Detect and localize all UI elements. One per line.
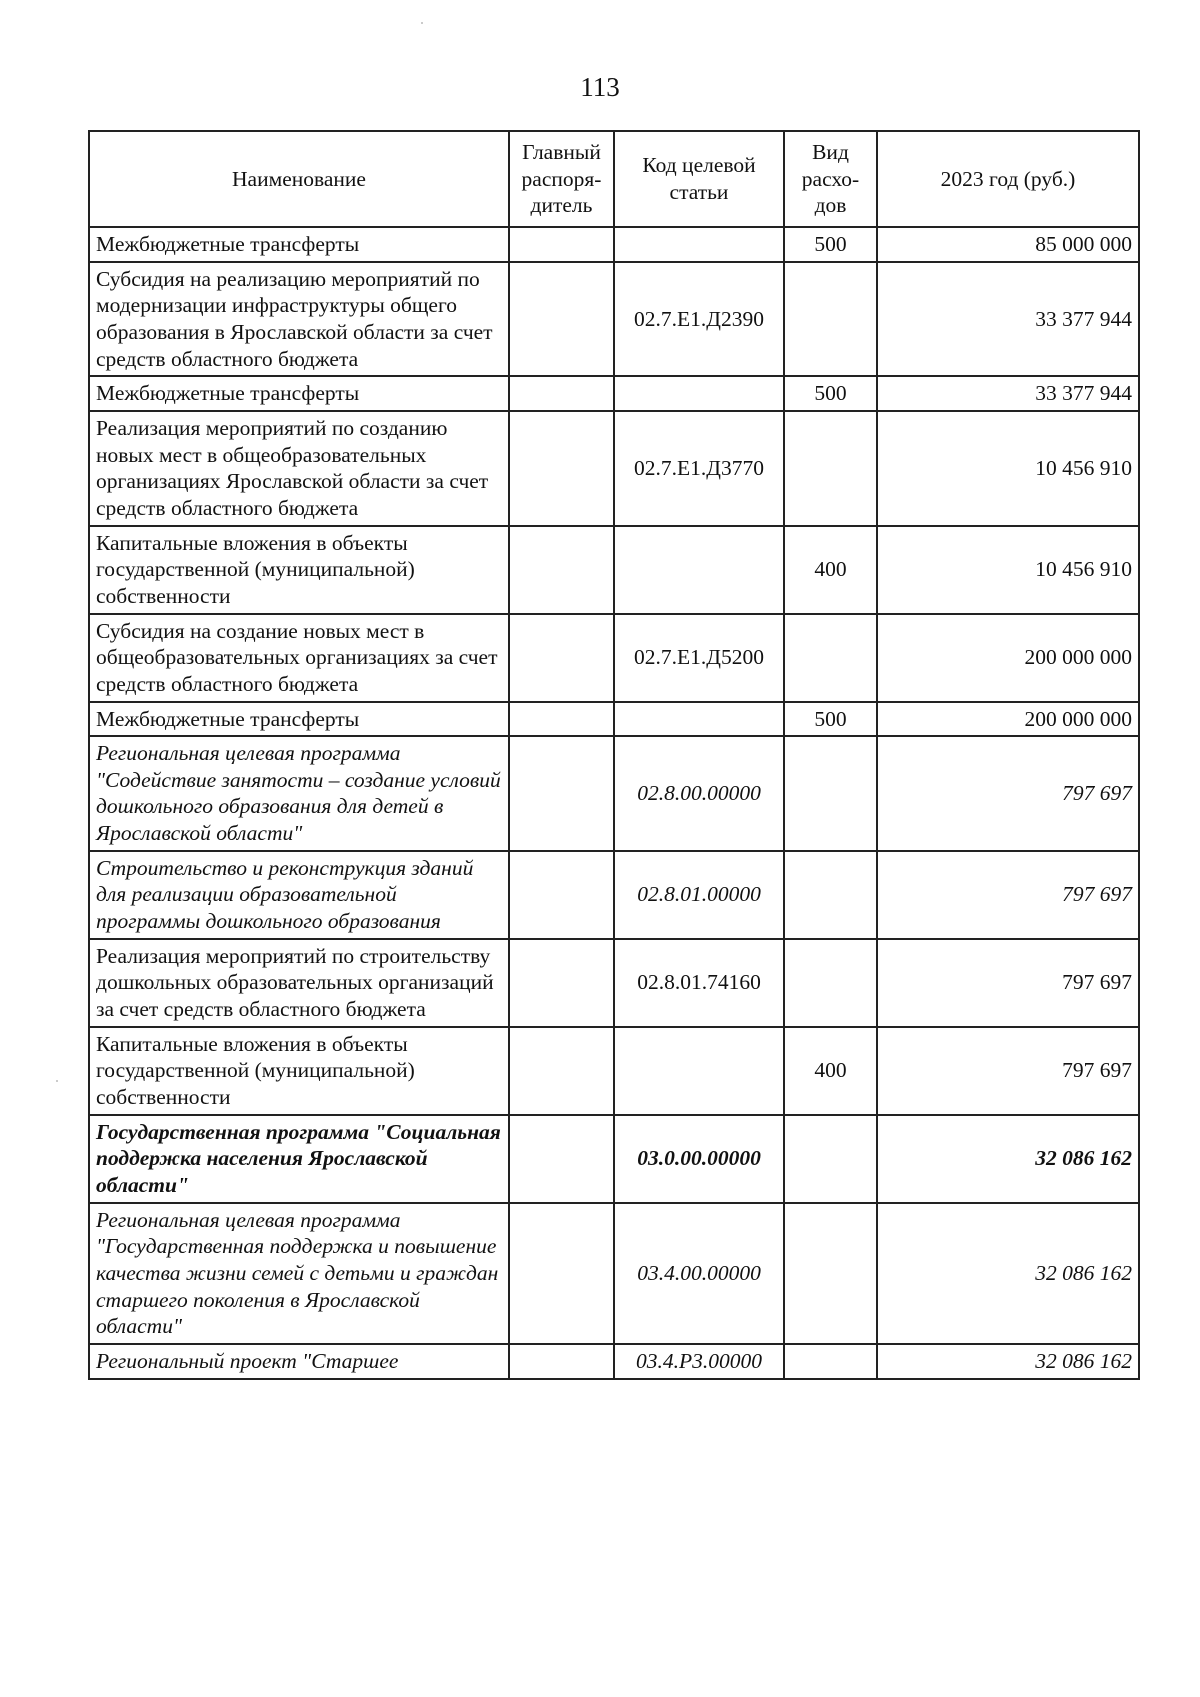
row-name: Региональный проект "Старшее <box>89 1344 509 1379</box>
row-admin <box>509 227 614 262</box>
row-name: Субсидия на создание новых мест в общеобразовательных организациях за счет средств областного бюджета <box>89 614 509 702</box>
row-name: Капитальные вложения в объекты государственной (муниципальной) собственности <box>89 1027 509 1115</box>
row-admin <box>509 851 614 939</box>
row-admin <box>509 411 614 526</box>
row-amount: 33 377 944 <box>877 262 1139 377</box>
table-row <box>89 1344 1139 1379</box>
row-code: 02.7.Е1.Д2390 <box>614 262 784 377</box>
row-amount: 797 697 <box>877 939 1139 1027</box>
row-name: Субсидия на реализацию мероприятий по модернизации инфраструктуры общего образования в Ярославской области за счет средств областного бюджета <box>89 262 509 377</box>
row-code: 03.0.00.00000 <box>614 1115 784 1203</box>
table-row <box>89 1027 1139 1115</box>
row-admin <box>509 1344 614 1379</box>
row-amount: 33 377 944 <box>877 376 1139 411</box>
row-code: 03.4.00.00000 <box>614 1203 784 1344</box>
row-admin <box>509 1115 614 1203</box>
row-kind: 500 <box>784 376 877 411</box>
row-name: Региональная целевая программа "Государственная поддержка и повышение качества жизни семей с детьми и граждан старшего поколения в Ярославской области" <box>89 1203 509 1344</box>
row-amount: 10 456 910 <box>877 526 1139 614</box>
row-code: 02.7.Е1.Д5200 <box>614 614 784 702</box>
row-amount: 85 000 000 <box>877 227 1139 262</box>
row-code <box>614 227 784 262</box>
page-number: 113 <box>580 72 620 102</box>
row-admin <box>509 262 614 377</box>
row-admin <box>509 702 614 737</box>
table-row <box>89 411 1139 526</box>
scan-speck <box>56 1080 58 1082</box>
table-row <box>89 227 1139 262</box>
header-name: Наименование <box>89 131 509 227</box>
table-row <box>89 376 1139 411</box>
row-amount: 200 000 000 <box>877 614 1139 702</box>
row-code: 02.8.01.00000 <box>614 851 784 939</box>
table-row <box>89 851 1139 939</box>
row-kind <box>784 1344 877 1379</box>
row-name: Строительство и реконструкция зданий для реализации образовательной программы дошкольного образования <box>89 851 509 939</box>
row-kind: 500 <box>784 702 877 737</box>
row-amount: 32 086 162 <box>877 1203 1139 1344</box>
table-row <box>89 1203 1139 1344</box>
row-amount: 797 697 <box>877 736 1139 851</box>
row-admin <box>509 526 614 614</box>
row-kind <box>784 736 877 851</box>
row-kind: 400 <box>784 1027 877 1115</box>
row-kind <box>784 614 877 702</box>
row-kind <box>784 1115 877 1203</box>
row-code: 02.8.01.74160 <box>614 939 784 1027</box>
row-name: Реализация мероприятий по строительству дошкольных образовательных организаций за счет средств областного бюджета <box>89 939 509 1027</box>
table-header-row <box>89 131 1139 227</box>
row-admin <box>509 1027 614 1115</box>
row-amount: 32 086 162 <box>877 1344 1139 1379</box>
row-admin <box>509 614 614 702</box>
table-row <box>89 1115 1139 1203</box>
row-kind <box>784 262 877 377</box>
header-code: Код целевой статьи <box>614 131 784 227</box>
row-amount: 797 697 <box>877 1027 1139 1115</box>
row-kind: 500 <box>784 227 877 262</box>
row-code <box>614 702 784 737</box>
row-amount: 200 000 000 <box>877 702 1139 737</box>
table-row <box>89 262 1139 377</box>
row-code <box>614 526 784 614</box>
row-amount: 32 086 162 <box>877 1115 1139 1203</box>
row-amount: 797 697 <box>877 851 1139 939</box>
table-row <box>89 614 1139 702</box>
row-kind <box>784 851 877 939</box>
row-name: Межбюджетные трансферты <box>89 227 509 262</box>
table-row <box>89 702 1139 737</box>
row-name: Межбюджетные трансферты <box>89 376 509 411</box>
row-kind <box>784 939 877 1027</box>
row-code: 02.7.Е1.Д3770 <box>614 411 784 526</box>
header-amount: 2023 год (руб.) <box>877 131 1139 227</box>
row-name: Государственная программа "Социальная поддержка населения Ярославской области" <box>89 1115 509 1203</box>
header-kind: Вид расхо-дов <box>784 131 877 227</box>
table-row <box>89 939 1139 1027</box>
row-admin <box>509 376 614 411</box>
row-code <box>614 376 784 411</box>
row-kind <box>784 411 877 526</box>
row-name: Межбюджетные трансферты <box>89 702 509 737</box>
table-row <box>89 736 1139 851</box>
row-kind <box>784 1203 877 1344</box>
row-code: 03.4.Р3.00000 <box>614 1344 784 1379</box>
row-name: Реализация мероприятий по созданию новых мест в общеобразовательных организациях Ярославской области за счет средств областного бюджета <box>89 411 509 526</box>
scan-speck <box>421 22 423 24</box>
row-name: Капитальные вложения в объекты государственной (муниципальной) собственности <box>89 526 509 614</box>
row-kind: 400 <box>784 526 877 614</box>
budget-table <box>88 130 1140 1380</box>
row-name: Региональная целевая программа "Содействие занятости – создание условий дошкольного образования для детей в Ярославской области" <box>89 736 509 851</box>
row-code: 02.8.00.00000 <box>614 736 784 851</box>
header-admin: Главный распоря-дитель <box>509 131 614 227</box>
row-admin <box>509 1203 614 1344</box>
row-code <box>614 1027 784 1115</box>
table-row <box>89 526 1139 614</box>
row-admin <box>509 736 614 851</box>
row-amount: 10 456 910 <box>877 411 1139 526</box>
row-admin <box>509 939 614 1027</box>
